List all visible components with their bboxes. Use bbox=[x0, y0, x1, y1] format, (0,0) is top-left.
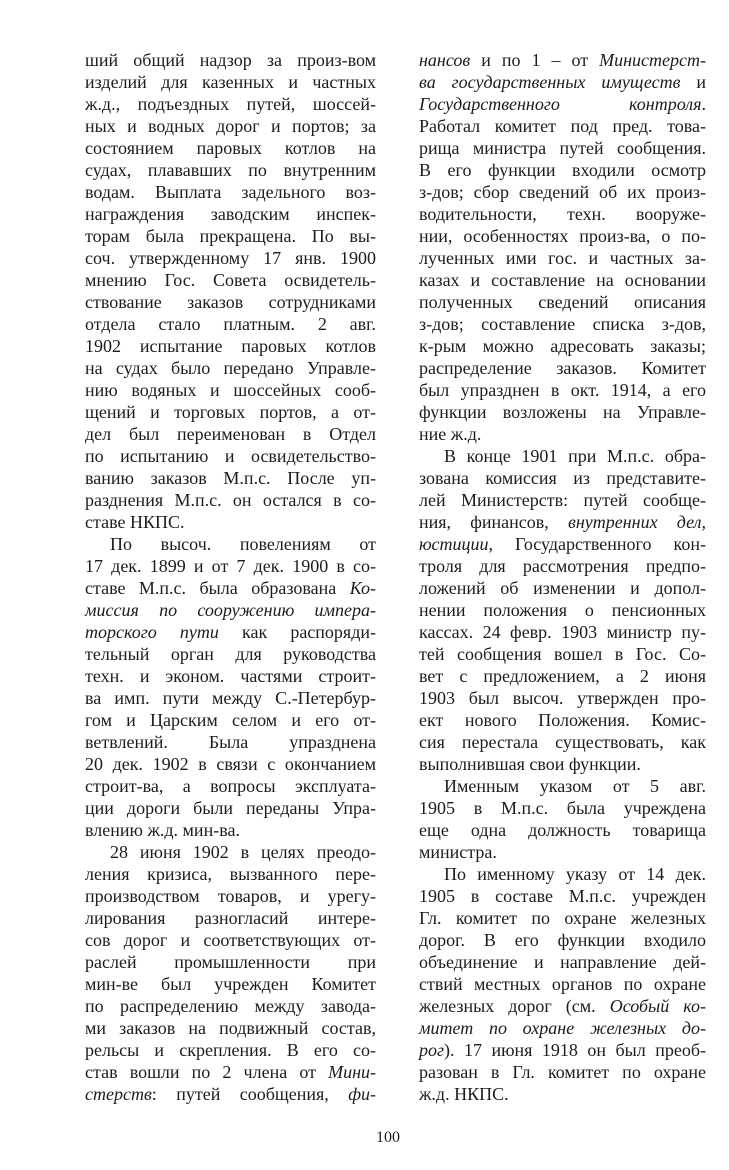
text-segment: ставе М.п.с. была образована bbox=[85, 578, 350, 598]
text-segment: влению ж.д. мин-ва. bbox=[85, 820, 240, 840]
text-segment: строит-ва, а вопросы эксплуата- bbox=[85, 776, 376, 796]
paragraph bbox=[419, 775, 706, 863]
text-segment: министра. bbox=[419, 842, 497, 862]
text-segment: и по 1 – от bbox=[470, 50, 600, 70]
text-line bbox=[419, 951, 706, 973]
text-line bbox=[85, 555, 376, 577]
text-segment: вет с предложением, а 2 июня bbox=[419, 666, 706, 686]
text-line bbox=[85, 731, 376, 753]
text-segment: как распоряди- bbox=[218, 622, 376, 642]
text-segment: В его функции входили осмотр bbox=[419, 160, 706, 180]
italic-term: ва государственных имуществ bbox=[419, 72, 681, 92]
text-line bbox=[85, 775, 376, 797]
text-segment: ции дороги были переданы Упра- bbox=[85, 798, 376, 818]
text-segment: ставе НКПС. bbox=[85, 512, 185, 532]
text-segment: по испытанию и освидетельство- bbox=[85, 446, 376, 466]
text-line bbox=[419, 555, 706, 577]
text-segment: разован в Гл. комитет по охране bbox=[419, 1062, 706, 1082]
italic-term: Ко- bbox=[349, 578, 376, 598]
text-segment: лученных ими гос. и частных за- bbox=[419, 248, 706, 268]
text-segment: ект нового Положения. Комис- bbox=[419, 710, 706, 730]
text-line bbox=[85, 49, 376, 71]
text-line bbox=[419, 687, 706, 709]
text-segment: ванию заказов М.п.с. После уп- bbox=[85, 468, 376, 488]
text-line bbox=[419, 665, 706, 687]
text-line bbox=[85, 863, 376, 885]
text-segment: распределение заказов. Комитет bbox=[419, 358, 706, 378]
text-line bbox=[85, 577, 376, 599]
text-segment: По высоч. повелениям от bbox=[110, 534, 376, 554]
text-line bbox=[85, 181, 376, 203]
text-segment: награждения заводским инспек- bbox=[85, 204, 376, 224]
text-segment: рельсы и скрепления. В его со- bbox=[85, 1040, 376, 1060]
text-line bbox=[85, 1017, 376, 1039]
text-line bbox=[419, 709, 706, 731]
italic-term: Особый ко- bbox=[609, 996, 706, 1016]
text-segment: мин-ве был учрежден Комитет bbox=[85, 974, 376, 994]
text-line bbox=[419, 489, 706, 511]
text-segment: водам. Выплата задельного воз- bbox=[85, 182, 376, 202]
text-line bbox=[419, 643, 706, 665]
text-segment: гом и Царским селом и его от- bbox=[85, 710, 376, 730]
text-segment: еще одна должность товарища bbox=[419, 820, 706, 840]
text-line bbox=[419, 93, 706, 115]
text-line bbox=[419, 753, 706, 775]
text-segment: техн. и эконом. частями строит- bbox=[85, 666, 376, 686]
text-line bbox=[419, 203, 706, 225]
text-segment: ми заказов на подвижный состав, bbox=[85, 1018, 376, 1038]
text-segment: троля для рассмотрения предпо- bbox=[419, 556, 706, 576]
text-line bbox=[419, 225, 706, 247]
text-segment: сов дорог и соответствующих от- bbox=[85, 930, 376, 950]
paragraph bbox=[419, 863, 706, 1105]
text-line bbox=[85, 423, 376, 445]
text-line bbox=[419, 885, 706, 907]
text-segment: ния, финансов, bbox=[419, 512, 568, 532]
text-line bbox=[85, 1083, 376, 1105]
text-line bbox=[419, 1017, 706, 1039]
text-line bbox=[419, 159, 706, 181]
text-segment: по распределению между завода- bbox=[85, 996, 376, 1016]
text-line bbox=[419, 577, 706, 599]
text-line bbox=[85, 599, 376, 621]
text-segment: рища министра путей сообщения. bbox=[419, 138, 706, 158]
text-segment: ления кризиса, вызванного пере- bbox=[85, 864, 376, 884]
text-segment: казах и составление на основании bbox=[419, 270, 706, 290]
text-line bbox=[85, 203, 376, 225]
text-line bbox=[419, 929, 706, 951]
text-segment: нию водяных и шоссейных сооб- bbox=[85, 380, 376, 400]
text-segment: водительности, техн. вооруже- bbox=[419, 204, 706, 224]
text-line bbox=[419, 1039, 706, 1061]
text-column-right bbox=[419, 49, 706, 1105]
text-line bbox=[419, 1083, 706, 1105]
text-segment: ных и водных дорог и портов; за bbox=[85, 116, 376, 136]
text-segment: лирования разногласий интере- bbox=[85, 908, 376, 928]
text-line bbox=[419, 379, 706, 401]
text-segment: дорог. В его функции входило bbox=[419, 930, 706, 950]
paragraph bbox=[419, 445, 706, 775]
text-segment: ж.д. НКПС. bbox=[419, 1084, 509, 1104]
text-line bbox=[419, 313, 706, 335]
text-segment: лей Министерств: путей сообще- bbox=[419, 490, 706, 510]
text-line bbox=[85, 313, 376, 335]
italic-term: Мини- bbox=[328, 1062, 376, 1082]
text-line bbox=[85, 115, 376, 137]
text-line bbox=[419, 71, 706, 93]
text-segment: Именным указом от 5 авг. bbox=[444, 776, 706, 796]
text-segment: . bbox=[701, 94, 706, 114]
text-line bbox=[419, 357, 706, 379]
italic-term: Министерст- bbox=[599, 50, 706, 70]
text-line bbox=[85, 93, 376, 115]
text-line bbox=[85, 753, 376, 775]
text-segment: ложений об изменении и допол- bbox=[419, 578, 706, 598]
text-segment: 1903 был высоч. утвержден про- bbox=[419, 688, 706, 708]
italic-term: фи- bbox=[348, 1084, 376, 1104]
text-segment: выполнившая свои функции. bbox=[419, 754, 641, 774]
text-line bbox=[419, 269, 706, 291]
italic-term: рог bbox=[419, 1040, 445, 1060]
text-line bbox=[85, 335, 376, 357]
text-line bbox=[419, 841, 706, 863]
text-line bbox=[85, 379, 376, 401]
text-segment: тей сообщения вошел в Гос. Со- bbox=[419, 644, 706, 664]
text-line bbox=[419, 511, 706, 533]
text-line bbox=[85, 137, 376, 159]
text-line bbox=[419, 49, 706, 71]
text-line bbox=[85, 489, 376, 511]
text-line bbox=[419, 291, 706, 313]
text-line bbox=[419, 621, 706, 643]
text-segment: ветвлений. Была упразднена bbox=[85, 732, 376, 752]
text-segment: состоянием паровых котлов на bbox=[85, 138, 376, 158]
italic-term: стерств bbox=[85, 1084, 152, 1104]
text-segment: разднения М.п.с. он остался в со- bbox=[85, 490, 376, 510]
text-segment: По именному указу от 14 дек. bbox=[444, 864, 706, 884]
text-segment: соч. утвержденному 17 янв. 1900 bbox=[85, 248, 376, 268]
text-line bbox=[85, 973, 376, 995]
text-line bbox=[419, 599, 706, 621]
text-segment: торам была прекращена. По вы- bbox=[85, 226, 376, 246]
text-line bbox=[419, 995, 706, 1017]
italic-term: нансов bbox=[419, 50, 471, 70]
text-line bbox=[419, 335, 706, 357]
text-line bbox=[419, 401, 706, 423]
text-segment: кассах. 24 февр. 1903 министр пу- bbox=[419, 622, 706, 642]
text-segment: отдела стало платным. 2 авг. bbox=[85, 314, 376, 334]
text-line bbox=[419, 731, 706, 753]
text-line bbox=[85, 797, 376, 819]
text-segment: железных дорог (см. bbox=[419, 996, 610, 1016]
text-segment: ший общий надзор за произ-вом bbox=[85, 50, 376, 70]
text-segment: 1902 испытание паровых котлов bbox=[85, 336, 376, 356]
text-column-left bbox=[85, 49, 376, 1105]
text-segment: функции возложены на Управле- bbox=[419, 402, 706, 422]
text-line bbox=[419, 115, 706, 137]
text-line bbox=[85, 643, 376, 665]
paragraph bbox=[85, 49, 376, 533]
text-line bbox=[85, 995, 376, 1017]
text-segment: изделий для казенных и частных bbox=[85, 72, 376, 92]
text-line bbox=[85, 71, 376, 93]
text-segment: Работал комитет под пред. това- bbox=[419, 116, 706, 136]
italic-term: юстиции bbox=[419, 534, 489, 554]
text-segment: к-рым можно адресовать заказы; bbox=[419, 336, 706, 356]
text-line bbox=[85, 247, 376, 269]
text-line bbox=[419, 973, 706, 995]
italic-term: внутренних дел, bbox=[568, 512, 706, 532]
text-segment: з-дов; сбор сведений об их произ- bbox=[419, 182, 706, 202]
text-segment: дел был переименован в Отдел bbox=[85, 424, 376, 444]
text-line bbox=[85, 225, 376, 247]
text-line bbox=[419, 247, 706, 269]
text-line bbox=[85, 841, 376, 863]
text-line bbox=[419, 863, 706, 885]
text-segment: 20 дек. 1902 в связи с окончанием bbox=[85, 754, 376, 774]
paragraph bbox=[85, 841, 376, 1105]
text-line bbox=[419, 423, 706, 445]
text-line bbox=[85, 401, 376, 423]
text-line bbox=[419, 775, 706, 797]
text-line bbox=[419, 1061, 706, 1083]
text-segment: нии, особенностях произ-ва, о по- bbox=[419, 226, 706, 246]
text-line bbox=[85, 687, 376, 709]
italic-term: миссия по сооружению импера- bbox=[85, 600, 376, 620]
text-segment: ствование заказов сотрудниками bbox=[85, 292, 376, 312]
text-segment: став вошли по 2 члена от bbox=[85, 1062, 329, 1082]
text-line bbox=[85, 159, 376, 181]
text-segment: производством товаров, и урегу- bbox=[85, 886, 376, 906]
text-line bbox=[85, 929, 376, 951]
italic-term: Государственного контроля bbox=[419, 94, 702, 114]
text-line bbox=[85, 1039, 376, 1061]
italic-term: торского пути bbox=[85, 622, 219, 642]
text-line bbox=[85, 445, 376, 467]
text-segment: был упразднен в окт. 1914, а его bbox=[419, 380, 706, 400]
text-segment: ствий местных органов по охране bbox=[419, 974, 706, 994]
text-line bbox=[85, 533, 376, 555]
text-segment: з-дов; составление списка з-дов, bbox=[419, 314, 706, 334]
text-line bbox=[419, 467, 706, 489]
text-segment: раслей промышленности при bbox=[85, 952, 376, 972]
text-line bbox=[85, 951, 376, 973]
text-segment: 28 июня 1902 в целях преодо- bbox=[110, 842, 376, 862]
paragraph bbox=[419, 49, 706, 445]
text-line bbox=[85, 621, 376, 643]
text-line bbox=[85, 665, 376, 687]
text-segment: ). 17 июня 1918 он был преоб- bbox=[444, 1040, 706, 1060]
text-segment: зована комиссия из представите- bbox=[419, 468, 706, 488]
text-line bbox=[419, 797, 706, 819]
text-line bbox=[85, 511, 376, 533]
text-segment: тельный орган для руководства bbox=[85, 644, 376, 664]
text-segment: щений и торговых портов, а от- bbox=[85, 402, 376, 422]
text-line bbox=[85, 269, 376, 291]
paragraph bbox=[85, 533, 376, 841]
text-segment: 1905 в М.п.с. была учреждена bbox=[419, 798, 706, 818]
text-segment: судах, плававших по внутренним bbox=[85, 160, 376, 180]
text-segment: , Государственного кон- bbox=[488, 534, 706, 554]
text-line bbox=[419, 907, 706, 929]
text-segment: и bbox=[680, 72, 706, 92]
text-line bbox=[419, 533, 706, 555]
text-segment: полученных сведений описания bbox=[419, 292, 706, 312]
text-segment: 1905 в составе М.п.с. учрежден bbox=[419, 886, 706, 906]
text-segment: сия перестала существовать, как bbox=[419, 732, 706, 752]
text-segment: ж.д., подъездных путей, шоссей- bbox=[85, 94, 376, 114]
text-segment: объединение и направление дей- bbox=[419, 952, 706, 972]
text-segment: Гл. комитет по охране железных bbox=[419, 908, 706, 928]
text-line bbox=[419, 137, 706, 159]
text-segment: нении положения о пенсионных bbox=[419, 600, 706, 620]
text-line bbox=[85, 291, 376, 313]
text-segment: ние ж.д. bbox=[419, 424, 482, 444]
text-line bbox=[85, 1061, 376, 1083]
text-line bbox=[85, 819, 376, 841]
text-line bbox=[85, 907, 376, 929]
text-line bbox=[85, 709, 376, 731]
text-segment: 17 дек. 1899 и от 7 дек. 1900 в со- bbox=[85, 556, 376, 576]
text-line bbox=[85, 885, 376, 907]
text-line bbox=[419, 819, 706, 841]
italic-term: митет по охране железных до- bbox=[419, 1018, 706, 1038]
text-line bbox=[419, 445, 706, 467]
text-segment: на судах было передано Управле- bbox=[85, 358, 376, 378]
text-segment: ва имп. пути между С.-Петербур- bbox=[85, 688, 376, 708]
text-segment: В конце 1901 при М.п.с. обра- bbox=[444, 446, 706, 466]
page-number: 100 bbox=[376, 1129, 400, 1146]
text-line bbox=[419, 181, 706, 203]
text-segment: : путей сообщения, bbox=[151, 1084, 349, 1104]
text-segment: мнению Гос. Совета освидетель- bbox=[85, 270, 376, 290]
text-line bbox=[85, 467, 376, 489]
text-line bbox=[85, 357, 376, 379]
